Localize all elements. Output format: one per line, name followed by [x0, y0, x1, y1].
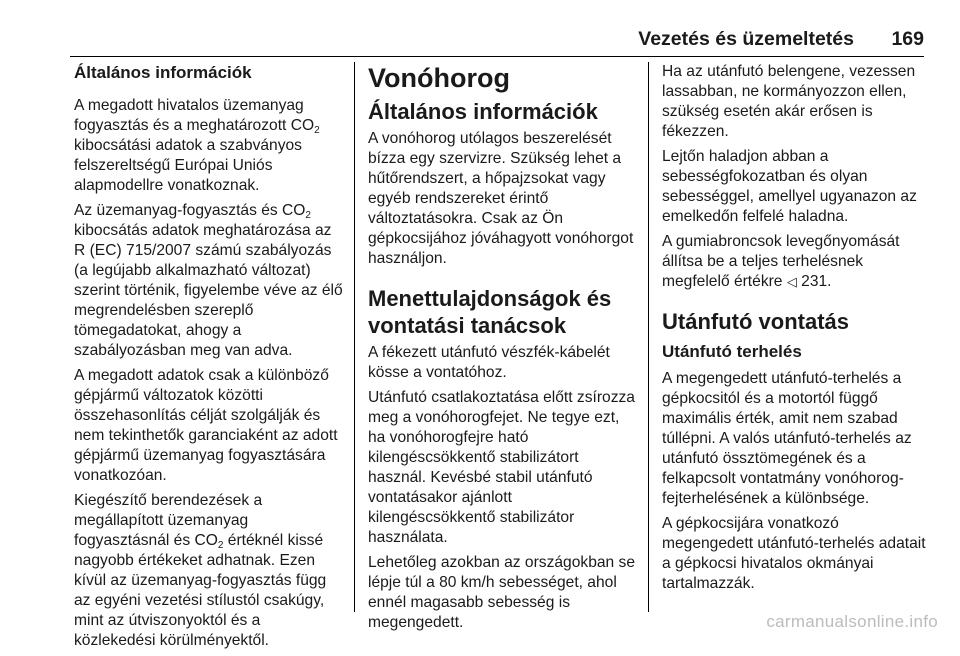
page-header: [70, 26, 924, 57]
section-heading: Utánfutó vontatás: [662, 309, 849, 334]
column-divider: [648, 62, 649, 612]
paragraph: Az üzemanyag-fogyasztás és $CO_2$ kibocsátás adatok meghatározása az R (EC) 715/2007 számú szabályozás (a legújabb alkalmazható változat) szerint történik, figyelembe véve az élő megrendelésben szereplő tömegadatokat, ahogy a szabályozásban meg van adva.: [74, 202, 343, 359]
section-heading: Általános információk: [368, 99, 598, 124]
watermark: carmanualsonline.info: [766, 612, 938, 631]
column-3: [662, 62, 932, 599]
page-reference-link[interactable]: 231.: [796, 273, 832, 290]
paragraph: A megengedett utánfutó-terhelés a gépkocsitól és a motortól függő maximális érték, amit nem szabad túllépni. A valós utánfutó-terhelés az utánfutó össztömegének és a felkapcsolt vontatmány vonóhorog-fejterhelésének a különbsége.: [662, 370, 912, 507]
column-divider: [354, 62, 355, 612]
paragraph: A gépkocsijára vonatkozó megengedett utánfutó-terhelés adatait a gépkocsi hivatalos okmányai tartalmazzák.: [662, 515, 926, 592]
paragraph: Kiegészítő berendezések a megállapított üzemanyag fogyasztásnál és $CO_2$ értéknél kissé nagyobb értékeket adhatnak. Ezen kívül az üzemanyag-fogyasztás függ az egyéni vezetési stílustól csakúgy, mint az útviszonyoktól és a közlekedési körülményektől.: [74, 492, 327, 649]
subsection-heading: Utánfutó terhelés: [662, 342, 802, 361]
page-reference-arrow-icon: ◁: [786, 274, 797, 289]
paragraph: A gumiabroncsok levegőnyomását állítsa be a teljes terhelésnek megfelelő értékre ◁ 231.: [662, 233, 900, 290]
section-heading-general-info: Általános információk: [74, 63, 252, 82]
paragraph: Ha az utánfutó belengene, vezessen lassabban, ne kormányozzon ellen, szükség esetén akár erősen is fékezzen.: [662, 63, 916, 140]
paragraph: A megadott adatok csak a különböző gépjármű változatok közötti összehasonlítás célját szolgálják és nem tekinthetők garanciaként az adott gépjármű üzemanyag fogyasztására vonatkozóan.: [74, 367, 338, 484]
header-title: Vezetés és üzemeltetés: [638, 28, 854, 50]
paragraph: Lehetőleg azokban az országokban se lépje túl a 80 km/h sebességet, ahol ennél magasabb sebesség is megengedett.: [368, 554, 636, 631]
column-1: [74, 62, 344, 656]
paragraph: A fékezett utánfutó vészfék-kábelét kösse a vontatóhoz.: [368, 344, 610, 381]
paragraph: A vonóhorog utólagos beszerelését bízza egy szervizre. Szükség lehet a hűtőrendszert, a hőpajzsokat vagy egyéb rendszereket érintő változtatásokra. Csak az Ön gépkocsijához jóváhagyott vonóhorgot használjon.: [368, 130, 634, 267]
paragraph: Utánfutó csatlakoztatása előtt zsírozza meg a vonóhorogfejet. Ne tegye ezt, ha vonóhorogfejre ható kilengéscsökkentő stabilizátort használ. Kevésbé stabil utánfutó vontatásakor ajánlott kilengéscsökkentő stabilizátor használata.: [368, 389, 635, 546]
paragraph: A megadott hivatalos üzemanyag fogyasztás és a meghatározott $CO_2$ kibocsátási adatok a szabványos felszereltségű Európai Uniós alapmodellre vonatkoznak.: [74, 97, 320, 194]
paragraph: Lejtőn haladjon abban a sebességfokozatban és olyan sebességgel, amellyel ugyanazon az emelkedőn felfelé haladna.: [662, 148, 917, 225]
section-heading: Menettulajdonságok és vontatási tanácsok: [368, 286, 612, 338]
column-2: [368, 62, 636, 638]
chapter-title: Vonóhorog: [368, 63, 510, 93]
page-number: 169: [891, 28, 924, 50]
